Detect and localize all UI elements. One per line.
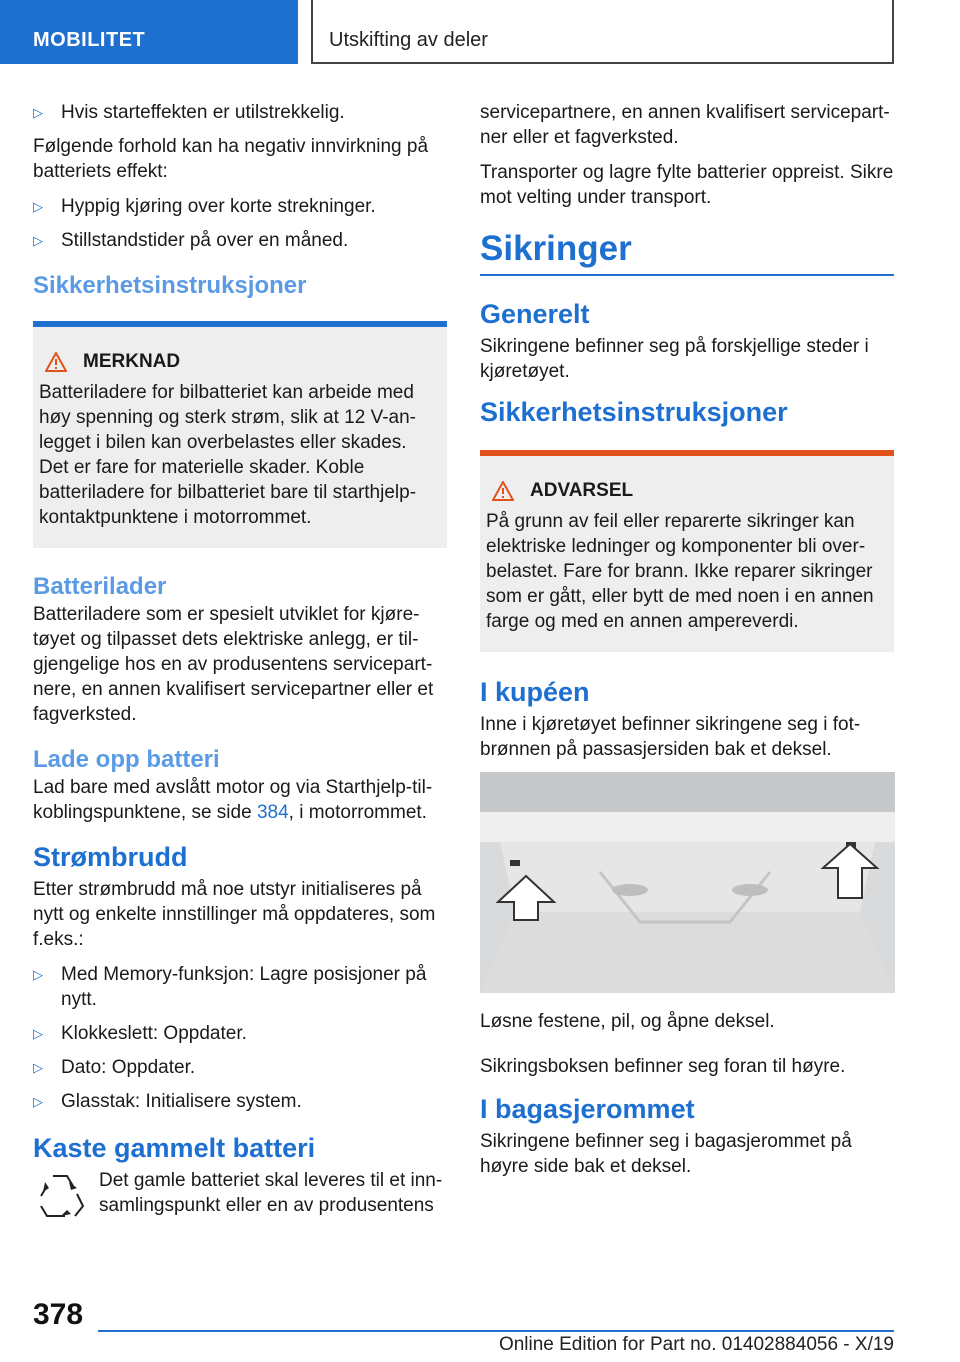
notice-header <box>39 349 439 374</box>
list-item: ▷ Dato: Oppdater. <box>33 1057 196 1078</box>
section-heading: Batterilader <box>33 573 167 600</box>
paragraph: Batteriladere som er spesielt utviklet for kjøretøyet og tilpasset dets elektriske anlegg, er tilgjengelige hos en av produsentens servicepartnere, en annen kvalifisert servicepartner eller et fagverksted. <box>33 604 434 725</box>
footer-divider <box>98 1330 894 1332</box>
warning-box <box>480 450 894 652</box>
section-heading: Sikkerhetsinstruksjoner <box>480 397 788 427</box>
page-reference-link[interactable]: 384 <box>256 802 289 823</box>
edition-text: Online Edition for Part no. 01402884056 - X/19 <box>498 1334 894 1355</box>
warning-header <box>486 478 886 503</box>
paragraph: Følgende forhold kan ha negativ innvirkning på batteriets effekt: <box>33 136 429 182</box>
section-heading: Strømbrudd <box>33 842 188 872</box>
paragraph: Etter strømbrudd må noe utstyr initialiseres på nytt og enkelte innstillinger må oppdateres, som f.eks.: <box>33 879 436 950</box>
bullet-triangle-icon: ▷ <box>33 1060 43 1075</box>
notice-title: MERKNAD <box>83 351 181 372</box>
bullet-triangle-icon: ▷ <box>33 233 43 248</box>
list-item: ▷ Med Memory-funksjon: Lagre posisjoner på nytt. <box>33 964 427 1010</box>
list-item: ▷ Glasstak: Initialisere system. <box>33 1091 302 1112</box>
recycle-icon <box>33 1168 99 1229</box>
section-tab <box>0 0 298 64</box>
paragraph: Sikringene befinner seg i bagasjerommet på høyre side bak et deksel. <box>480 1131 852 1177</box>
warning-triangle-icon <box>45 352 67 372</box>
paragraph: Transporter og lagre fylte batterier oppreist. Sikre mot velting under transport. <box>480 162 894 208</box>
section-heading: I kupéen <box>480 677 590 707</box>
section-heading: Generelt <box>480 299 590 329</box>
paragraph: servicepartnere, en annen kvalifisert servicepartner eller et fagverksted. <box>480 102 890 148</box>
section-heading: Lade opp batteri <box>33 746 220 773</box>
right-column <box>480 100 894 1189</box>
paragraph: Lad bare med avslått motor og via Starthjelp-tilkoblingspunktene, se side 384, i motorrommet. <box>33 777 433 823</box>
left-column <box>33 100 447 1229</box>
recycle-paragraph <box>33 1168 447 1229</box>
bullet-triangle-icon: ▷ <box>33 1094 43 1109</box>
warning-title: ADVARSEL <box>530 480 634 501</box>
notice-text: Batteriladere for bilbatteriet kan arbeide med høy spenning og sterk strøm, slik at 12 V-anlegget i bilen kan overbelastes eller skades. Det er fare for materielle skader. Koble batteriladere for bilbatteriet bare til starthjelp-kontaktpunktene i motorrommet. <box>39 382 417 528</box>
warning-triangle-icon <box>492 481 514 501</box>
section-heading: Kaste gammelt batteri <box>33 1133 316 1163</box>
bullet-triangle-icon: ▷ <box>33 967 43 982</box>
bullet-triangle-icon: ▷ <box>33 105 43 120</box>
warning-text: På grunn av feil eller reparerte sikringer kan elektriske ledninger og komponenter bli overbelastet. Fare for brann. Ikke reparer sikringer som er gått, eller bytt de med noen i en annen farge og med en annen ampereverdi. <box>486 511 874 632</box>
list-item: ▷ Hvis starteffekten er utilstrekkelig. <box>33 102 345 123</box>
section-label: MOBILITET <box>33 29 146 51</box>
notice-box <box>33 321 447 548</box>
section-heading: I bagasjerommet <box>480 1094 695 1124</box>
paragraph: Sikringene befinner seg på forskjellige steder i kjøretøyet. <box>480 336 869 382</box>
list-item: ▷ Klokkeslett: Oppdater. <box>33 1023 247 1044</box>
paragraph: Sikringsboksen befinner seg foran til høyre. <box>480 1056 846 1077</box>
paragraph: Det gamle batteriet skal leveres til et innsamlingspunkt eller en av produsentens <box>99 1170 443 1216</box>
chapter-label: Utskifting av deler <box>329 29 488 51</box>
paragraph: Inne i kjøretøyet befinner sikringene seg i fotbrønnen på passasjersiden bak et deksel. <box>480 714 861 760</box>
paragraph: Løsne festene, pil, og åpne deksel. <box>480 1011 775 1032</box>
bullet-triangle-icon: ▷ <box>33 199 43 214</box>
list-item: ▷ Stillstandstider på over en måned. <box>33 230 349 251</box>
footwell-cover-image <box>480 772 895 993</box>
section-heading: Sikkerhetsinstruksjoner <box>33 272 307 299</box>
list-item: ▷ Hyppig kjøring over korte strekninger. <box>33 196 376 217</box>
page-number: 378 <box>33 1298 84 1331</box>
chapter-heading: Sikringer <box>480 228 894 276</box>
bullet-triangle-icon: ▷ <box>33 1026 43 1041</box>
chapter-tab <box>311 0 894 64</box>
